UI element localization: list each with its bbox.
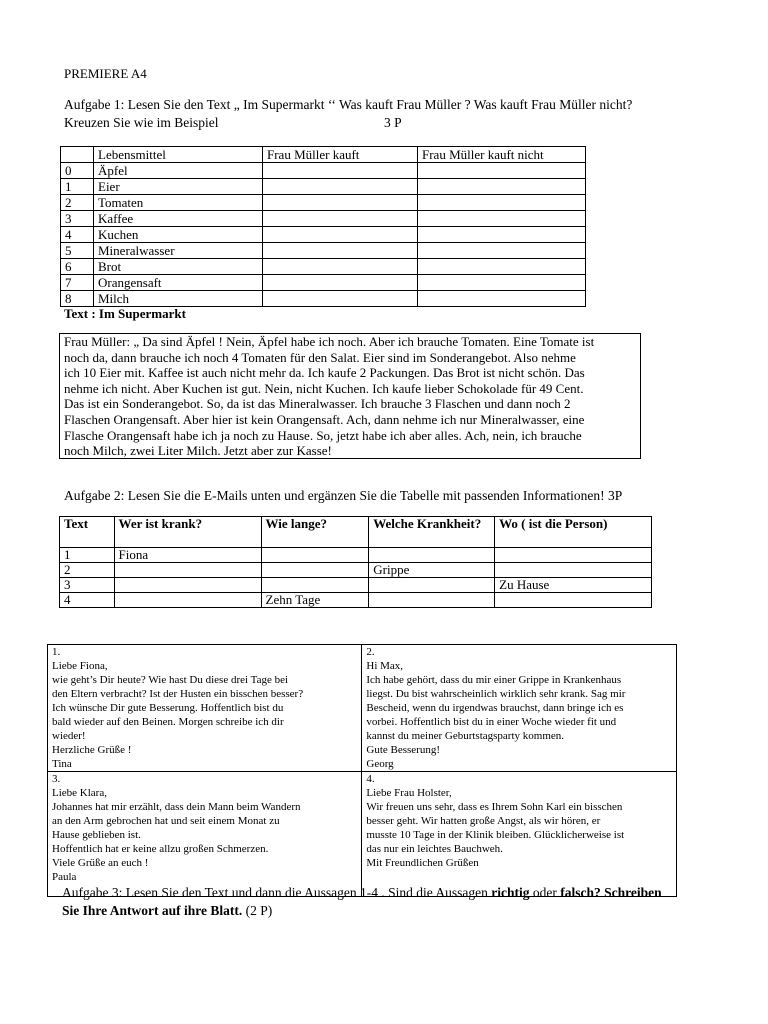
row-number: 7 xyxy=(61,275,94,291)
email-line: Hi Max, xyxy=(366,660,404,672)
email-line: wie geht’s Dir heute? Wie hast Du diese drei Tage bei xyxy=(52,674,289,686)
email-1 xyxy=(48,645,362,772)
header-cell: Frau Müller kauft xyxy=(263,147,418,163)
table-row xyxy=(60,548,652,563)
row-number: 1 xyxy=(61,179,94,195)
email-line: Liebe Klara, xyxy=(52,787,107,799)
table-row xyxy=(61,163,586,179)
text-line: nehme ich nicht. Aber Kuchen ist gut. Nein, nicht Kuchen. Ich kaufe lieber Schokolade für 49 Cent. xyxy=(64,380,584,396)
table-row xyxy=(61,195,586,211)
email-line: musste 10 Tage in der Klinik bleiben. Glücklicherweise ist xyxy=(366,829,625,841)
buys-cell[interactable] xyxy=(263,243,418,259)
emails-grid xyxy=(47,644,677,897)
header-cell: Lebensmittel xyxy=(94,147,263,163)
header-cell: Wer ist krank? xyxy=(114,517,261,548)
not-buys-cell[interactable] xyxy=(418,211,586,227)
text-line: Flasche Orangensaft habe ich ja noch zu Hause. So, jetzt habe ich aber alles. Ach, nein, ich brauche xyxy=(64,427,582,443)
not-buys-cell[interactable] xyxy=(418,259,586,275)
table-row xyxy=(61,179,586,195)
answer-cell[interactable] xyxy=(495,548,652,563)
food-item: Orangensaft xyxy=(94,275,263,291)
not-buys-cell[interactable] xyxy=(418,243,586,259)
email-line: Bescheid, wenn du irgendwas brauchst, dann bringe ich es xyxy=(366,702,624,714)
buys-cell[interactable] xyxy=(263,291,418,307)
row-number: 4 xyxy=(61,227,94,243)
email-line: Ich habe gehört, dass du mir einer Grippe in Krankenhaus xyxy=(366,674,622,686)
buys-cell[interactable] xyxy=(263,195,418,211)
food-item: Milch xyxy=(94,291,263,307)
text-number: 4 xyxy=(60,593,115,608)
email-line: Viele Grüße an euch ! xyxy=(52,857,149,869)
buys-cell[interactable] xyxy=(263,179,418,195)
email-line: Liebe Frau Holster, xyxy=(366,787,452,799)
email-line: an den Arm gebrochen hat und seit einem Monat zu xyxy=(52,815,280,827)
task3-instructions xyxy=(62,884,712,920)
answer-cell[interactable] xyxy=(495,593,652,608)
table-row xyxy=(60,578,652,593)
email-line: Ich wünsche Dir gute Besserung. Hoffentlich bist du xyxy=(52,702,284,714)
header-cell: Text xyxy=(60,517,115,548)
task3-answer-instruction: Sie Ihre Antwort auf ihre Blatt. xyxy=(62,903,243,918)
email-line: Wir freuen uns sehr, dass es Ihrem Sohn Karl ein bisschen xyxy=(366,801,623,813)
not-buys-cell[interactable] xyxy=(418,291,586,307)
task3-text: Aufgabe 3: Lesen Sie den Text und dann die Aussagen 1-4 . Sind die Aussagen xyxy=(62,885,492,900)
header-cell: Frau Müller kauft nicht xyxy=(418,147,586,163)
answer-cell[interactable]: Zu Hause xyxy=(495,578,652,593)
answer-cell[interactable] xyxy=(114,578,261,593)
email-line: Hoffentlich hat er keine allzu großen Schmerzen. xyxy=(52,843,269,855)
header-cell: Welche Krankheit? xyxy=(369,517,495,548)
text-line: ich 10 Eier mit. Kaffee ist auch nicht mehr da. Ich kaufe 2 Packungen. Das Brot ist nicht schön. Das xyxy=(64,365,585,381)
task2-instructions: Aufgabe 2: Lesen Sie die E-Mails unten und ergänzen Sie die Tabelle mit passenden Informationen! 3P xyxy=(64,488,623,503)
email-line: Herzliche Grüße ! xyxy=(52,744,132,756)
row-number: 6 xyxy=(61,259,94,275)
email-line: wieder! xyxy=(52,730,86,742)
text-line: Das ist ein Sonderangebot. So, da ist das Mineralwasser. Ich brauche 3 Flaschen und dann noch 2 xyxy=(64,396,571,412)
text-number: 2 xyxy=(60,563,115,578)
table-row xyxy=(60,563,652,578)
email-line: kannst du meiner Geburtstagsparty kommen. xyxy=(366,730,565,742)
email-line: Hause geblieben ist. xyxy=(52,829,141,841)
answer-cell[interactable] xyxy=(261,578,369,593)
task1-line2: Kreuzen Sie wie im Beispiel xyxy=(64,115,219,130)
buys-cell[interactable] xyxy=(263,227,418,243)
buys-cell[interactable] xyxy=(263,275,418,291)
email-line: Johannes hat mir erzählt, dass dein Mann beim Wandern xyxy=(52,801,301,813)
email-line: vorbei. Hoffentlich bist du in einer Woche wieder fit und xyxy=(366,716,617,728)
emails-row xyxy=(48,645,677,772)
answer-cell[interactable]: Zehn Tage xyxy=(261,593,369,608)
email-line: Paula xyxy=(52,871,77,883)
text-line: noch Milch, zwei Liter Milch. Jetzt aber zur Kasse! xyxy=(64,443,332,459)
food-item: Mineralwasser xyxy=(94,243,263,259)
buys-cell[interactable] xyxy=(263,163,418,179)
text-line: Flaschen Orangensaft. Aber hier ist kein Orangensaft. Ach, dann nehme ich nur Mineralwasser, eine xyxy=(64,411,585,427)
text-line: noch da, dann brauche ich noch 4 Tomaten für den Salat. Eier sind im Sonderangebot. Also nehme xyxy=(64,349,576,365)
email-line: 1. xyxy=(52,646,61,658)
row-number: 0 xyxy=(61,163,94,179)
table-row xyxy=(61,243,586,259)
text-number: 3 xyxy=(60,578,115,593)
email-line: das nur ein leichtes Bauchweh. xyxy=(366,843,503,855)
food-item: Tomaten xyxy=(94,195,263,211)
richtig-label: richtig xyxy=(491,885,530,900)
table-row xyxy=(61,291,586,307)
reading-text-box xyxy=(59,333,641,459)
answer-cell[interactable] xyxy=(114,593,261,608)
buys-cell[interactable] xyxy=(263,259,418,275)
grocery-table xyxy=(60,146,586,307)
email-line: 4. xyxy=(366,773,375,785)
email-4 xyxy=(362,772,677,897)
email-line: bald wieder auf den Beinen. Morgen schreibe ich dir xyxy=(52,716,284,728)
answer-cell[interactable] xyxy=(369,578,495,593)
task3-points: (2 P) xyxy=(242,903,273,918)
email-2 xyxy=(362,645,677,772)
header-cell xyxy=(61,147,94,163)
row-number: 5 xyxy=(61,243,94,259)
reading-text-title: Text : Im Supermarkt xyxy=(64,306,186,321)
food-item: Äpfel xyxy=(94,163,263,179)
email-3 xyxy=(48,772,362,897)
email-line: 3. xyxy=(52,773,61,785)
task3-line2 xyxy=(62,902,712,920)
answer-cell[interactable]: Fiona xyxy=(114,548,261,563)
email-line: Tina xyxy=(52,758,72,770)
table-row xyxy=(61,259,586,275)
food-item: Kuchen xyxy=(94,227,263,243)
buys-cell[interactable] xyxy=(263,211,418,227)
table-header-row xyxy=(60,517,652,548)
not-buys-cell[interactable] xyxy=(418,227,586,243)
answer-cell[interactable] xyxy=(114,563,261,578)
table-header-row xyxy=(61,147,586,163)
table-row xyxy=(60,593,652,608)
text-number: 1 xyxy=(60,548,115,563)
food-item: Brot xyxy=(94,259,263,275)
header-cell: Wo ( ist die Person) xyxy=(495,517,652,548)
not-buys-cell[interactable] xyxy=(418,179,586,195)
answer-cell[interactable] xyxy=(495,563,652,578)
task1-points: 3 P xyxy=(384,115,402,130)
table-row xyxy=(61,227,586,243)
page-header: PREMIERE A4 xyxy=(64,66,147,81)
task1-line1: Aufgabe 1: Lesen Sie den Text „ Im Supermarkt ‘‘ Was kauft Frau Müller ? Was kauft Frau Müller nicht? xyxy=(64,97,633,112)
task3-line1 xyxy=(62,884,712,902)
row-number: 2 xyxy=(61,195,94,211)
not-buys-cell[interactable] xyxy=(418,275,586,291)
email-line: besser geht. Wir hatten große Angst, als wir hören, er xyxy=(366,815,601,827)
header-cell: Wie lange? xyxy=(261,517,369,548)
falsch-label: falsch? Schreiben xyxy=(560,885,662,900)
illness-table xyxy=(59,516,652,608)
emails-row xyxy=(48,772,677,897)
email-line: Georg xyxy=(366,758,394,770)
task3-oder: oder xyxy=(529,885,561,900)
answer-cell[interactable] xyxy=(369,548,495,563)
text-line: Frau Müller: „ Da sind Äpfel ! Nein, Äpfel habe ich noch. Aber ich brauche Tomaten. Eine Tomate ist xyxy=(64,334,595,349)
answer-cell[interactable] xyxy=(369,593,495,608)
row-number: 3 xyxy=(61,211,94,227)
food-item: Kaffee xyxy=(94,211,263,227)
not-buys-cell[interactable] xyxy=(418,163,586,179)
email-line: den Eltern verbracht? Ist der Husten ein bisschen besser? xyxy=(52,688,304,700)
email-line: Liebe Fiona, xyxy=(52,660,108,672)
email-line: 2. xyxy=(366,646,375,658)
not-buys-cell[interactable] xyxy=(418,195,586,211)
email-line: liegst. Du bist wahrscheinlich wirklich sehr krank. Sag mir xyxy=(366,688,626,700)
answer-cell[interactable] xyxy=(261,563,369,578)
email-line: Mit Freundlichen Grüßen xyxy=(366,857,479,869)
answer-cell[interactable]: Grippe xyxy=(369,563,495,578)
table-row xyxy=(61,211,586,227)
food-item: Eier xyxy=(94,179,263,195)
email-line: Gute Besserung! xyxy=(366,744,440,756)
answer-cell[interactable] xyxy=(261,548,369,563)
row-number: 8 xyxy=(61,291,94,307)
table-row xyxy=(61,275,586,291)
